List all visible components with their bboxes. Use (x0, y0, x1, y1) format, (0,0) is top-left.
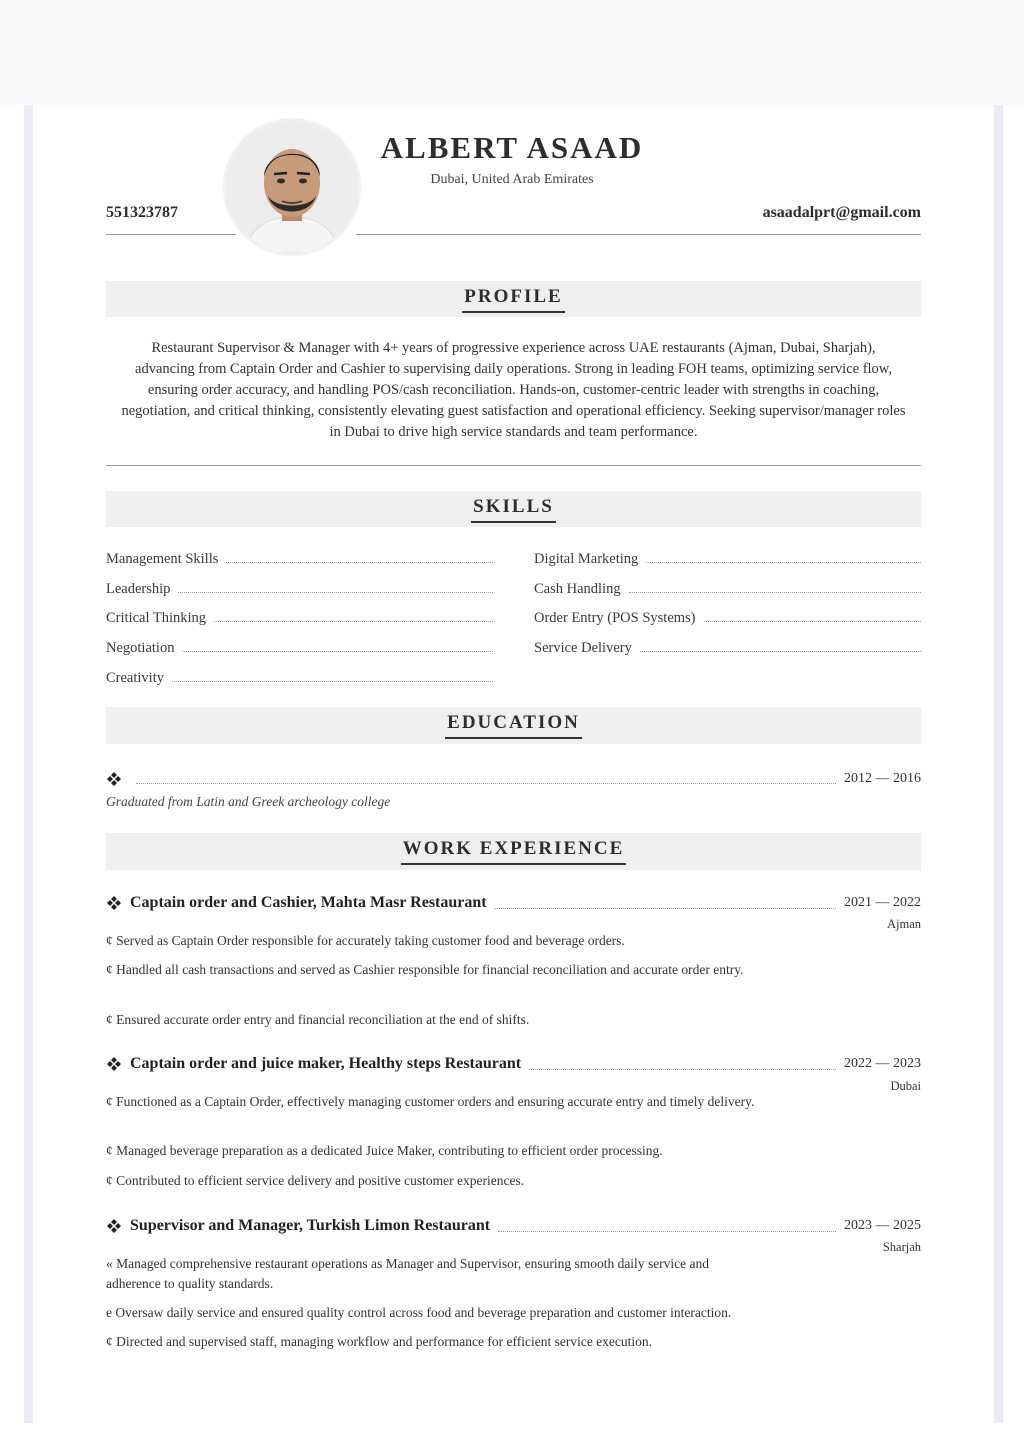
job-bullet: « Managed comprehensive restaurant operations as Manager and Supervisor, ensuring smooth daily service and adherence to quality standards. (106, 1256, 710, 1291)
job-header (106, 1214, 921, 1238)
profile-summary: Restaurant Supervisor & Manager with 4+ years of progressive experience across UAE restaurants (Ajman, Dubai, Sharjah), advancing from Captain Order and Cashier to supervising daily operations. Strong in leading FOH teams, optimizing service flow, ensuring order accuracy, and handling POS/cash reconciliation. Hands-on, customer-centric leader with strengths in coaching, negotiation, and critical thinking, consistently elevating guest satisfaction and operational efficiency. Seeking supervisor/manager roles in Dubai to drive high service standards and team performance. (121, 340, 906, 440)
skill-item (106, 548, 493, 568)
job-header (106, 891, 921, 915)
skill-label: Cash Handling (534, 581, 621, 597)
education-entry (106, 768, 921, 790)
job-bullet: ¢ Handled all cash transactions and served as Cashier responsible for financial reconciliation and accurate order entry. (106, 962, 744, 977)
diamond-bullet-icon (106, 771, 122, 787)
job-years: 2021 — 2022 (844, 895, 921, 910)
job-title: Supervisor and Manager, Turkish Limon Restaurant (130, 1217, 491, 1234)
skill-label: Negotiation (106, 640, 175, 656)
job-bullet: ¢ Ensured accurate order entry and financial reconciliation at the end of shifts. (106, 1012, 530, 1027)
skills-heading: SKILLS (471, 496, 556, 523)
skill-label: Digital Marketing (534, 551, 639, 567)
job-bullet: ¢ Served as Captain Order responsible for accurately taking customer food and beverage orders. (106, 933, 625, 948)
profile-heading: PROFILE (462, 286, 564, 313)
header-divider-left (106, 234, 236, 235)
skill-label: Critical Thinking (106, 610, 207, 626)
skill-label: Management Skills (106, 551, 219, 567)
job-bullet: ¢ Directed and supervised staff, managing workflow and performance for efficient service execution. (106, 1334, 653, 1349)
candidate-location: Dubai, United Arab Emirates (430, 172, 594, 187)
profile-section-header (106, 281, 921, 317)
header-divider-right (356, 234, 921, 235)
diamond-bullet-icon (106, 895, 122, 911)
phone-number: 551323787 (106, 204, 178, 221)
job-bullet: ¢ Functioned as a Captain Order, effectively managing customer orders and ensuring accurate entry and timely delivery. (106, 1094, 755, 1109)
candidate-name: ALBERT ASAAD (380, 130, 644, 165)
job-years: 2023 — 2025 (844, 1218, 921, 1233)
skill-label: Creativity (106, 670, 164, 686)
skill-item (106, 637, 493, 657)
skill-label: Order Entry (POS Systems) (534, 610, 696, 626)
profile-divider (106, 465, 921, 466)
work-heading: WORK EXPERIENCE (401, 838, 627, 865)
top-margin (0, 0, 1024, 105)
skill-item (106, 607, 493, 627)
education-years: 2012 — 2016 (844, 771, 921, 786)
job-location: Dubai (890, 1079, 921, 1093)
right-page-edge (994, 105, 1003, 1423)
diamond-bullet-icon (106, 1218, 122, 1234)
job-title: Captain order and juice maker, Healthy steps Restaurant (130, 1055, 522, 1072)
skill-item (534, 548, 921, 568)
skill-item (106, 578, 493, 598)
skill-item (534, 607, 921, 627)
job-bullet: ¢ Managed beverage preparation as a dedicated Juice Maker, contributing to efficient order processing. (106, 1143, 663, 1158)
profile-photo (226, 121, 358, 253)
education-description: Graduated from Latin and Greek archeology college (106, 794, 391, 809)
job-years: 2022 — 2023 (844, 1056, 921, 1071)
job-title: Captain order and Cashier, Mahta Masr Restaurant (130, 894, 487, 911)
education-heading: EDUCATION (445, 712, 582, 739)
skills-section-header (106, 491, 921, 527)
job-bullet: e Oversaw daily service and ensured quality control across food and beverage preparation and customer interaction. (106, 1305, 732, 1320)
job-header (106, 1052, 921, 1076)
education-section-header (106, 707, 921, 744)
job-bullet: ¢ Contributed to efficient service delivery and positive customer experiences. (106, 1173, 525, 1188)
email-address[interactable]: asaadalprt@gmail.com (762, 204, 921, 221)
left-page-edge (24, 105, 33, 1423)
skill-item (534, 637, 921, 657)
skill-label: Service Delivery (534, 640, 632, 656)
skill-label: Leadership (106, 581, 171, 597)
job-location: Ajman (886, 917, 921, 931)
diamond-bullet-icon (106, 1056, 122, 1072)
skill-item (106, 667, 493, 687)
work-section-header (106, 833, 921, 870)
skill-item (534, 578, 921, 598)
job-location: Sharjah (882, 1240, 921, 1254)
